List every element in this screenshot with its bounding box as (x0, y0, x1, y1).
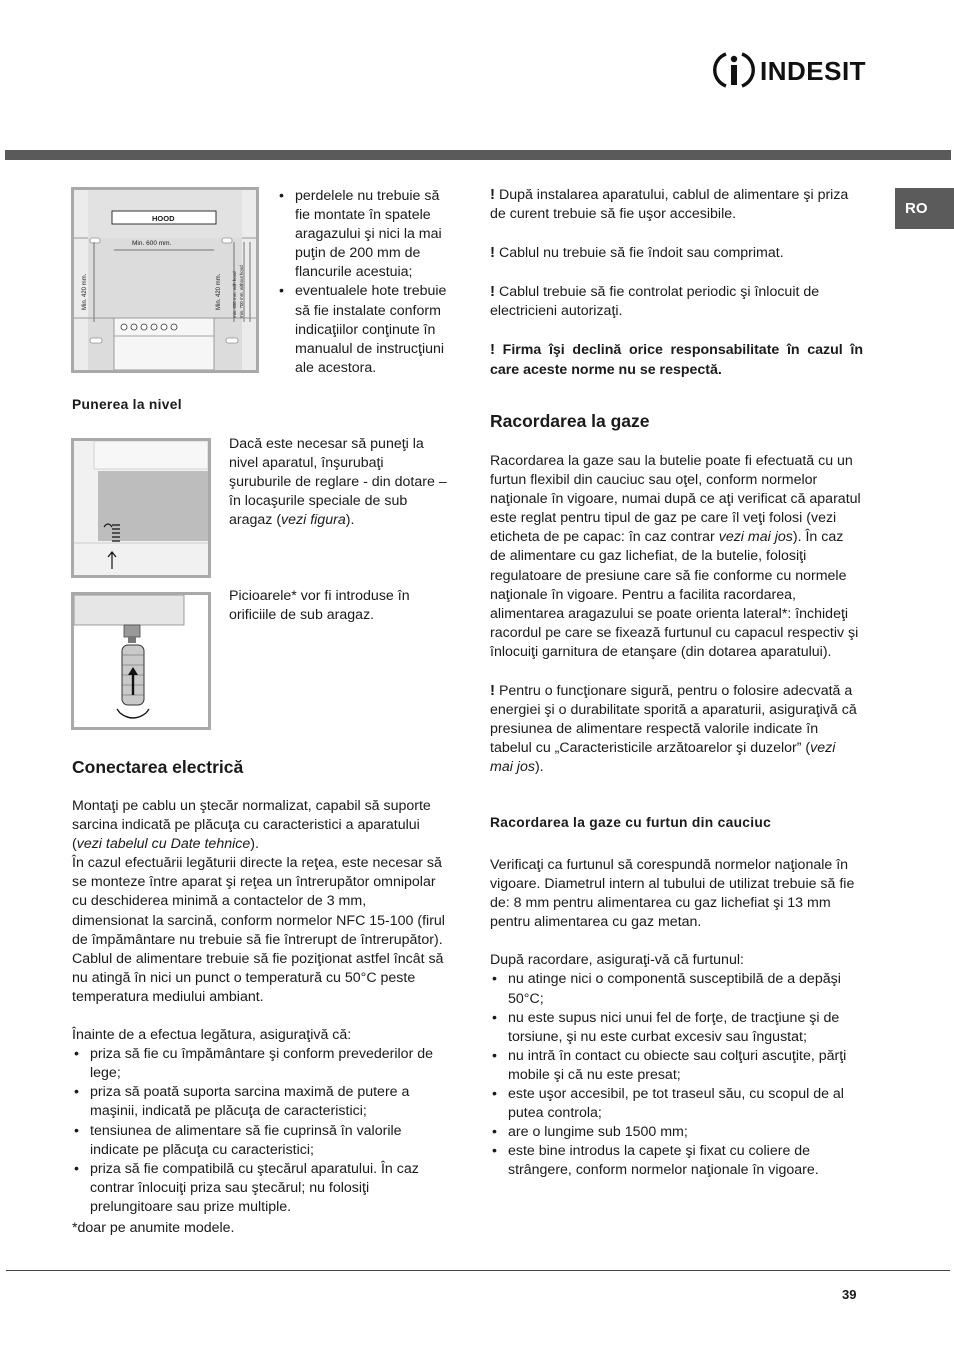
leveling-text-1-b: ). (345, 512, 355, 529)
list-item: • priza să fie cu împământare şi conform prevederilor de lege; (72, 1045, 446, 1083)
gas-paragraph-1 (490, 452, 862, 662)
min-420-left-label: Min. 420 mm. (82, 273, 88, 310)
warnings-list (490, 185, 863, 380)
hood-clearance-figure (71, 187, 259, 373)
brand-name: INDESIT (760, 56, 867, 86)
header-bar (5, 150, 951, 160)
list-item: • perdelele nu trebuie să fie montate în spatele aragazului şi nici la mai puţin de 200 mm de flancurile acestuia; (277, 187, 449, 282)
leveling-figure-ref: vezi figura (281, 512, 346, 529)
warning-4-text: Firma îşi declină orice responsabilitate în cazul în care aceste norme nu se respectă. (490, 342, 863, 378)
electrical-title: Conectarea electrică (72, 757, 244, 777)
warning-2-text: Cablul nu trebuie să fie îndoit sau comprimat. (498, 245, 784, 262)
electrical-paragraph-3: Înainte de a efectua legătura, asiguraţivă că: (72, 1027, 352, 1044)
feet-drawing (74, 595, 208, 727)
list-item: • priza să fie compatibilă cu ştecărul aparatului. În caz contrar înlocuiţi priza sau ştecărul; nu folosiţi prelungitoare sau prize multiple. (72, 1160, 446, 1217)
gas-p1-b: ). În caz de alimentare cu gaz lichefiat, de la butelie, folosiţi regulatoare de presiune care să fie conforme cu normele naţionale în vigoare. Pentru a facilita racordarea, alimentarea aragazului se poate orienta lateral*: închideţi racordul pe care se fixează furtunul cu capacul respectiv şi înlocuiţi garnitura de etanşare (din dotarea aparatului). (490, 529, 859, 660)
warning-3-text: Cablul trebuie să fie controlat periodic şi înlocuit de electricieni autorizaţi. (490, 284, 820, 320)
min-650-label: min. 650 mm. with hood (232, 271, 237, 318)
electrical-paragraph-2: În cazul efectuării legăturii directe la reţea, este necesar să se monteze între aparat şi reţea un întrerupător omnipolar cu deschiderea minimă a contactelor de 3 mm, dimensionat la sarcină, conform normelor NFC 15-100 (firul de împământare nu trebuie să fie întrerupt de întrerupător). Cablul de alimentare trebuie să fie poziţionat astfel încât să nu atingă în nici un punct o temperatură cu 50°C peste temperatura mediului ambiant. (72, 855, 445, 1005)
leveling-text-1 (229, 435, 449, 530)
gas-paragraph-2 (490, 681, 862, 777)
list-item: • are o lungime sub 1500 mm; (490, 1123, 862, 1142)
gas-p1-a: Racordarea la gaze sau la butelie poate fi efectuată cu un furtun flexibil din cauciuc sau oţel, conform normelor naţionale în vigoare, numai după ce aţi verificat că aparatul este reglat pentru tipul de gaz pe care îl veţi folosi (vezi eticheta de pe capac: în caz contrar (490, 453, 861, 546)
warning-4 (490, 340, 863, 379)
gas-p2-b: ). (534, 759, 544, 776)
rubber-hose-paragraph-2: După racordare, asiguraţi-vă că furtunul: (490, 952, 744, 969)
list-item: • tensiunea de alimentare să fie cuprinsă în valorile indicate pe plăcuţa cu caracteristici; (72, 1122, 446, 1160)
list-item: • priza să poată suporta sarcina maximă de putere a maşinii, indicată pe plăcuţa de caracteristici; (72, 1083, 446, 1121)
exclamation-icon: ! (490, 283, 495, 301)
min-420-right-label: Min. 420 mm. (216, 273, 222, 310)
list-item: • nu intră în contact cu obiecte sau colţuri ascuţite, părţi mobile şi că nu este presat; (490, 1047, 862, 1085)
footnote: *doar pe anumite modele. (72, 1219, 235, 1236)
gas-p2-a: Pentru o funcţionare sigură, pentru o folosire adecvată a energiei şi o durabilitate sporită a aparaturii, asiguraţivă că presiunea de alimentare respectă valorile indicate în tabelul cu „Caracteristicile arzătoarelor şi duzelor” ( (490, 683, 857, 757)
exclamation-icon: ! (490, 341, 495, 359)
leveling-figure (71, 438, 211, 578)
warning-2 (490, 243, 863, 263)
electrical-p1-a: Montaţi pe cablu un ştecăr normalizat, capabil să suporte sarcina indicată pe plăcuţa cu caracteristici a aparatului ( (72, 798, 431, 853)
min-600-label: Min. 600 mm. (132, 240, 172, 247)
electrical-body (72, 797, 446, 1238)
page-number: 39 (842, 1287, 857, 1302)
language-tab: RO (895, 188, 954, 229)
gas-see-below-ref: vezi mai jos (718, 529, 793, 546)
leveling-text-2: Picioarele* vor fi introduse în orificiile de sub aragaz. (229, 588, 410, 624)
exclamation-icon: ! (490, 186, 495, 203)
indesit-i-logo-icon (712, 50, 756, 90)
indesit-logo (712, 50, 872, 90)
leveling-title: Punerea la nivel (72, 397, 182, 412)
rubber-hose-body (490, 856, 862, 1181)
leveling-text-1-a: Dacă este necesar să puneţi la nivel aparatul, înşurubaţi şuruburile de reglare - din dotare – în locaşurile speciale de sub aragaz ( (229, 436, 447, 529)
list-item: • este bine introdus la capete şi fixat cu coliere de strângere, conform normelor naţionale în vigoare. (490, 1142, 862, 1180)
warning-1-text: După instalarea aparatului, cablul de alimentare şi priza de curent trebuie să fie uşor accesibile. (490, 187, 849, 223)
warning-1 (490, 185, 863, 224)
list-item: • nu este supus nici unui fel de forţe, de tracţiune şi de torsiune, şi nu este curbat excesiv sau îngustat; (490, 1009, 862, 1047)
min-700-label: min. 700 mm. without hood (239, 265, 244, 318)
electrical-paragraph-1 (72, 797, 446, 854)
exclamation-icon: ! (490, 682, 495, 700)
electrical-p1-b: ). (250, 836, 259, 853)
gas-body (490, 452, 862, 778)
list-item: • eventualele hote trebuie să fie instalate conform indicaţiilor conţinute în manualul de instrucţiuni ale acestora. (277, 282, 449, 377)
leveling-drawing (74, 441, 208, 575)
footer-rule (6, 1270, 950, 1271)
feet-figure (71, 592, 211, 730)
technical-data-ref: vezi tabelul cu Date tehnice (76, 836, 251, 853)
rubber-hose-title: Racordarea la gaze cu furtun din cauciuc (490, 815, 772, 830)
rubber-hose-paragraph-1: Verificaţi ca furtunul să corespundă normelor naţionale în vigoare. Diametrul intern al tubului de utilizat trebuie să fie de: 8 mm pentru alimentarea cu gaz lichefiat şi 13 mm pentru alimentarea cu gaz metan. (490, 857, 855, 931)
hood-label: HOOD (152, 214, 175, 223)
list-item: • nu atinge nici o componentă susceptibilă de a depăşi 50°C; (490, 970, 862, 1008)
gas-see-below-ref-2: vezi mai jos (490, 740, 836, 776)
gas-title: Racordarea la gaze (490, 411, 650, 431)
warning-3 (490, 282, 863, 321)
intro-bullet-list (277, 187, 449, 378)
list-item: • este uşor accesibil, pe tot traseul său, cu scopul de al putea controla; (490, 1085, 862, 1123)
exclamation-icon: ! (490, 244, 495, 262)
